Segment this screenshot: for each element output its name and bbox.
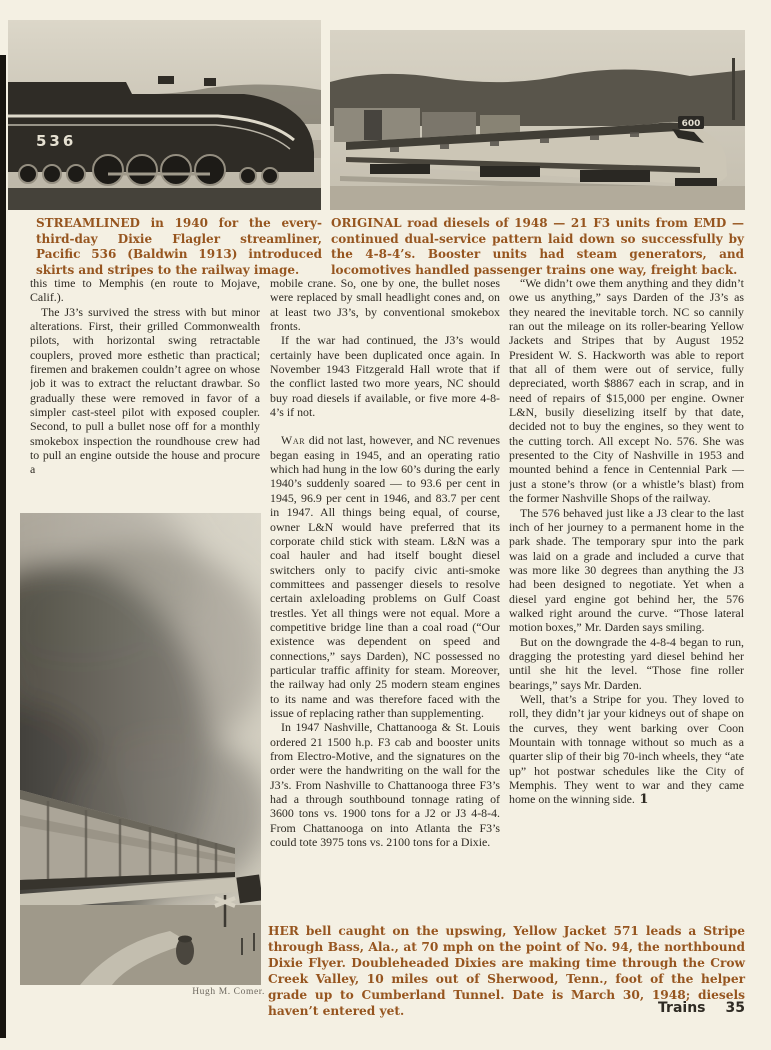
article-paragraph: “We didn’t owe them anything and they didn’t owe us anything,” says Darden of the J3’s as they neared the inevitable torch. NC so cannily ran out the mileage on its roller-bearing Yellow Jackets and Stripes that by August 1952 President W. S. Hackworth was able to report that all of them were out of service, fully depreciated, worth $8867 each in scrap, and in need of repairs of $15,000 per engine. Owner L&N, busily dieselizing itself by that date, decided not to buy the engines, so they went to the cutting torch. All except No. 576. She was presented to the City of Nashville in 1953 and mounted behind a fence in Centennial Park — just a stone’s throw (or a whistle’s blast) from the former Nashville Shops of the railway. (509, 276, 744, 506)
article-paragraph: Well, that’s a Stripe for you. They loved to roll, they didn’t jar your kidneys out of shape on the curves, they went barking over Coon Mountain with tonnage without so much as a quarter slip of their big 70-inch wheels, they “ate up” hot postwar schedules like the City of Memphis. They went to war and they came home on the winning side. 1 (509, 691, 744, 808)
page-footer (580, 1000, 745, 1016)
article-paragraph: War did not last, however, and NC revenues began easing in 1945, and an operating ratio which had hung in the low 60’s during the early 1940’s suddenly soared — to 93.6 per cent in 1945, 96.9 per cent in 1946, and 83.7 per cent in 1947. All things being equal, of course, owner L&N would have preferred that its corporate child stick with steam. L&N was a coal hauler and had itself bought diesel switchers only to pacify civic anti-smoke committees and passenger diesels to resolve certain axleloading problems on Gulf Coast trestles. Yet all things were not equal. More a competitive bridge line than a coal road (“Our existence was dependent on speed and connections,” says Darden), NC possessed no particular traffic affinity for steam. Moreover, the railway had only 25 modern steam engines to its name and was therefore faced with the issue of replacing rather than supplementing. (270, 433, 500, 720)
page-number: 35 (725, 1000, 745, 1016)
paragraph-lead: War (281, 433, 306, 448)
article-paragraph: The 576 behaved just like a J3 clear to the last inch of her journey to a permanent home in the park shade. The temporary spur into the park was laid on a grade and included a curve that was more like 30 degrees than anything the J3 had been designed to negotiate. Yet when a diesel yard engine got behind her, the 576 walked right around the curve. “Those lateral motion boxes,” Mr. Darden says smiling. (509, 505, 744, 635)
diesel-unit-number: 600 (681, 119, 701, 129)
article-column-1 (30, 276, 260, 516)
caption-bottom: HER bell caught on the upswing, Yellow Jacket 571 leads a Stripe through Bass, Ala., at 70 mph on the point of No. 94, the northbound Dixie Flyer. Doubleheaded Dixies are making time through the Crow Creek Valley, 10 miles out of Sherwood, Tenn., foot of the helper grade up to Cumberland Tunnel. Date is March 30, 1948; diesels haven’t entered yet. (268, 924, 745, 1018)
magazine-name: Trains (658, 1000, 706, 1016)
article-column-2 (270, 276, 500, 936)
caption-top-right: ORIGINAL road diesels of 1948 — 21 F3 units from EMD — continued dual-service pattern laid down so successfully by the 4-8-4’s. Booster units had steam generators, and locomotives handled passenger trains one way, freight back. (331, 216, 744, 278)
photo-dixie-flyer-smoke (20, 513, 261, 985)
article-paragraph: this time to Memphis (en route to Mojave, Calif.). (30, 276, 260, 305)
article-paragraph: mobile crane. So, one by one, the bullet noses were replaced by small headlight cones and, on at least two J3’s, by conventional smokebox fronts. (270, 276, 500, 334)
photo-f3-diesels (330, 30, 745, 210)
photo-steam-locomotive-536 (8, 20, 321, 210)
end-of-article-mark: 1 (634, 792, 649, 808)
article-column-3 (509, 276, 744, 936)
caption-top-left: STREAMLINED in 1940 for the every-third-day Dixie Flagler streamliner, Pacific 536 (Baldwin 1913) introduced skirts and stripes to the railway image. (36, 216, 322, 278)
article-paragraph: If the war had continued, the J3’s would certainly have been duplicated once again. In November 1943 Fitzgerald Hall wrote that if the conflict lasted two more years, NC should buy road diesels if available, or five more 4-8-4’s if not. (270, 333, 500, 420)
locomotive-number: 536 (36, 132, 77, 150)
article-paragraph: The J3’s survived the stress with but minor alterations. First, their grilled Commonwealth pilots, with horizontal swing retractable couplers, proved more esthetic than practical; firemen and brakemen couldn’t agree on whose job it was to extract the reluctant drawbar. So gradually these were removed in favor of a simpler cast-steel pilot with exposed coupler. Second, to pull a bullet nose off for a monthly smokebox inspection the roundhouse crew had to pull an engine outside the house and procure a (30, 304, 260, 477)
page-binding-edge (0, 55, 6, 1038)
article-paragraph: But on the downgrade the 4-8-4 began to run, dragging the protesting yard diesel behind her until she hit the level. “Those fine roller bearings,” says Mr. Darden. (509, 634, 744, 692)
article-paragraph: In 1947 Nashville, Chattanooga & St. Louis ordered 21 1500 h.p. F3 cab and booster units from Electro-Motive, and the signatures on the order were the handwriting on the wall for the J3’s. From Nashville to Chattanooga three F3’s had a through southbound tonnage rating of 3600 tons vs. 1900 tons for a J2 or J3 4-8-4. From Chattanooga on into Atlanta the F3’s could tote 3975 tons vs. 2100 tons for a Dixie. (270, 720, 500, 850)
photo-credit: Hugh M. Comer. (192, 987, 265, 997)
